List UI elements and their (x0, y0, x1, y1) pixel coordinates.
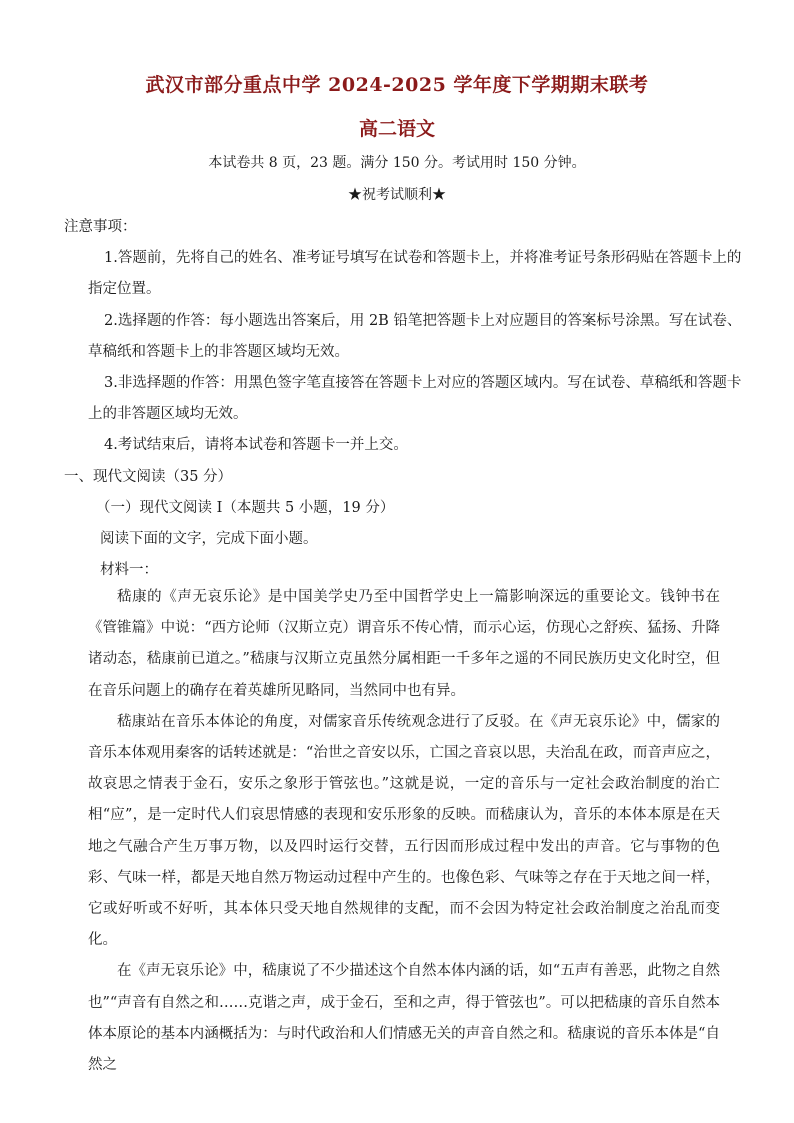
subsection-heading: （一）现代文阅读 Ⅰ（本题共 5 小题，19 分） (96, 500, 395, 516)
note-item-2-line-1: 2.选择题的作答：每小题选出答案后，用 2B 铅笔把答题卡上对应题目的答案标号涂黑。写在试卷、 (104, 313, 742, 329)
reading-instruction: 阅读下面的文字，完成下面小题。 (100, 531, 318, 547)
note-item-1-line-2: 指定位置。 (88, 281, 161, 297)
subject-title: 高二语文 (358, 118, 435, 140)
body-paragraph-1: 嵇康的《声无哀乐论》是中国美学史乃至中国哲学史上一篇影响深远的重要论文。钱钟书在《管锥篇》中说：“西方论师（汉斯立克）谓音乐不传心情，而示心运，仿现心之舒疾、猛扬、升降诸动态，嵇康前已道之。”嵇康与汉斯立克虽然分属相距一千多年之遥的不同民族历史文化时空，但在音乐问题上的确存在着英雄所见略同，当然同中也有异。 (88, 589, 720, 699)
good-luck-line: ★祝考试顺利★ (348, 187, 446, 203)
note-item-3-line-2: 上的非答题区域均无效。 (88, 406, 248, 422)
body-paragraph-2: 嵇康站在音乐本体论的角度，对儒家音乐传统观念进行了反驳。在《声无哀乐论》中，儒家的音乐本体观用秦客的话转述就是：“治世之音安以乐，亡国之音哀以思，夫治乱在政，而音声应之，故哀思之情表于金石，安乐之象形于管弦也。”这就是说，一定的音乐与一定社会政治制度的治亡相“应”，是一定时代人们哀思情感的表现和安乐形象的反映。而嵇康认为，音乐的本体本原是在天地之气融合产生万事万物，以及四时运行交替，五行因而形成过程中发出的声音。它与事物的色彩、气味一样，都是天地自然万物运动过程中产生的。也像色彩、气味等之存在于天地之间一样，它或好听或不好听，其本体只受天地自然规律的支配，而不会因为特定社会政治制度之治乱而变化。 (88, 713, 720, 949)
exam-title: 武汉市部分重点中学 2024-2025 学年度下学期期末联考 (145, 74, 649, 96)
material-label: 材料一： (100, 562, 158, 578)
note-item-2-line-2: 草稿纸和答题卡上的非答题区域均无效。 (88, 344, 349, 360)
notes-heading: 注意事项： (64, 219, 137, 235)
note-item-4: 4.考试结束后，请将本试卷和答题卡一并上交。 (104, 437, 408, 453)
section-heading: 一、现代文阅读（35 分） (64, 469, 233, 485)
note-item-3-line-1: 3.非选择题的作答：用黑色签字笔直接答在答题卡上对应的答题区域内。写在试卷、草稿纸和答题卡 (104, 375, 742, 391)
body-paragraph-3: 在《声无哀乐论》中，嵇康说了不少描述这个自然本体内涵的话，如“五声有善恶，此物之自然也”“声音有自然之和……克谐之声，成于金石，至和之声，得于管弦也”。可以把嵇康的音乐自然本体本原论的基本内涵概括为：与时代政治和人们情感无关的声音自然之和。嵇康说的音乐本体是“自然之 (88, 963, 720, 1074)
material-body (88, 582, 720, 1081)
exam-info: 本试卷共 8 页，23 题。满分 150 分。考试用时 150 分钟。 (208, 155, 586, 171)
note-item-1-line-1: 1.答题前，先将自己的姓名、准考证号填写在试卷和答题卡上，并将准考证号条形码贴在答题卡上的 (104, 250, 742, 266)
